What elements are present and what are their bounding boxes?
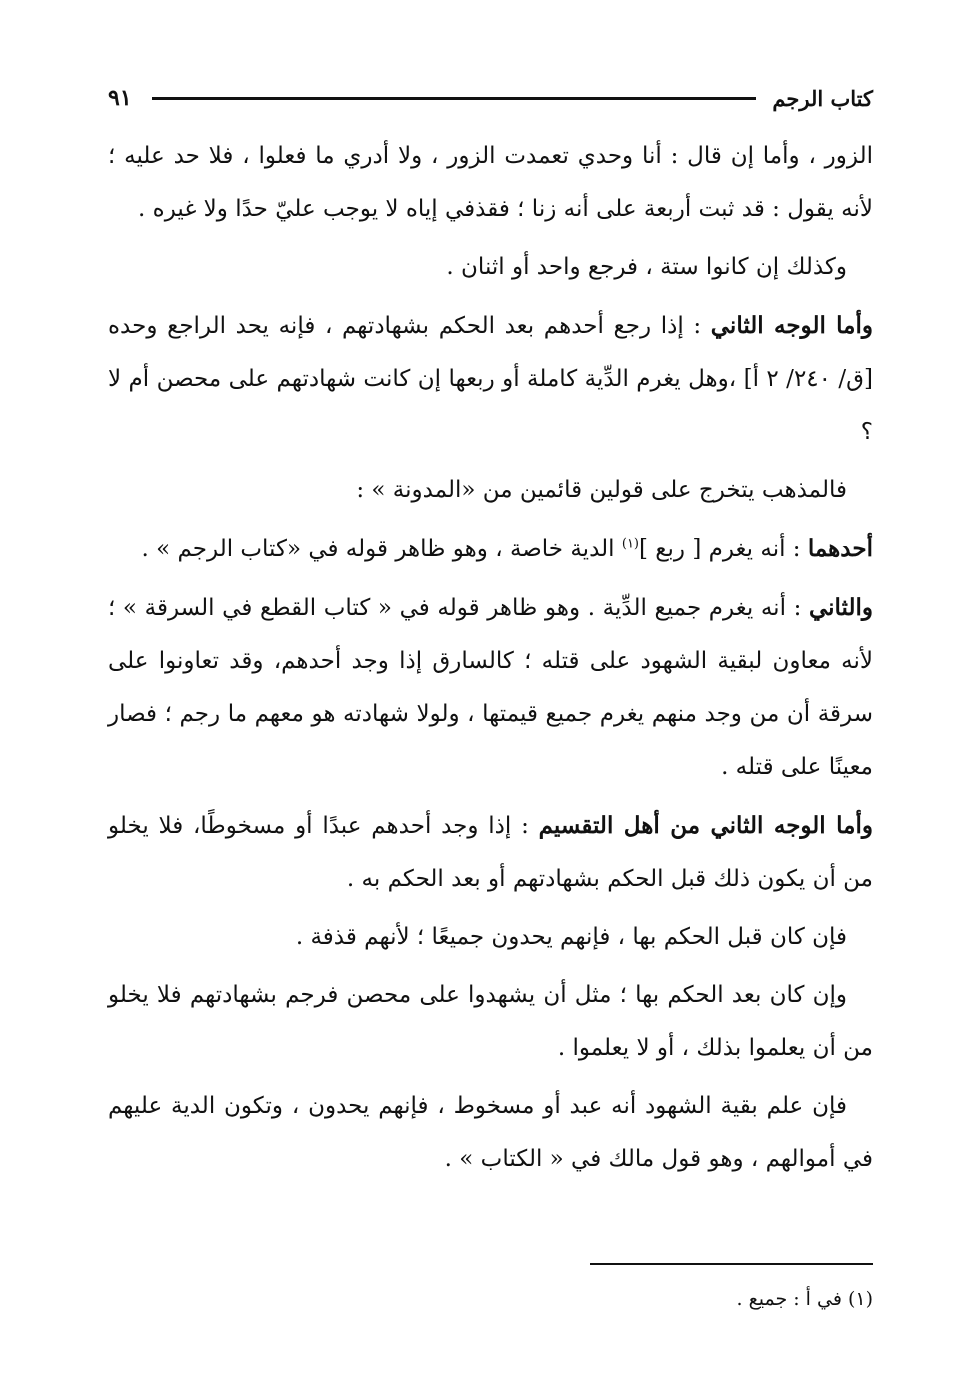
body-text xyxy=(108,130,873,1191)
paragraph xyxy=(108,241,873,294)
paragraph xyxy=(108,799,873,906)
header-rule xyxy=(152,97,757,100)
paragraph-text: : إذا رجع أحدهم بعد الحكم بشهادتهم ، فإنه يحد الراجع وحده [ق/ ٢٤٠/ ٢ أ] ،وهل يغرم الدِّية كاملة أو ربعها إن كانت شهادتهم على محصن أم لا ؟ xyxy=(108,313,873,445)
page-number: ٩١ xyxy=(108,85,132,111)
paragraph-text: فالمذهب يتخرج على قولين قائمين من «المدونة » : xyxy=(356,477,847,503)
paragraph-text: : أنه يغرم [ ربع ] xyxy=(639,536,808,562)
paragraph xyxy=(108,581,873,794)
paragraph-text: الزور ، وأما إن قال : أنا وحدي تعمدت الزور ، ولا أدري ما فعلوا ، فلا حد عليه ؛ لأنه يقول : قد ثبت أربعة على أنه زنا ؛ فقذفي إياه لا يوجب عليّ حدًا ولا غيره . xyxy=(108,143,873,222)
paragraph-text: فإن كان قبل الحكم بها ، فإنهم يحدون جميعًا ؛ لأنهم قذفة . xyxy=(295,924,847,950)
page-header xyxy=(108,78,873,118)
paragraph xyxy=(108,464,873,517)
paragraph-lead: والثاني xyxy=(808,594,873,621)
paragraph-text: : إذا وجد أحدهم عبدًا أو مسخوطًا، فلا يخلو من أن يكون ذلك قبل الحكم بشهادتهم أو بعد الحكم به . xyxy=(108,813,873,892)
footnote-reference: (١) xyxy=(621,536,639,552)
paragraph-lead: وأما الوجه الثاني من أهل التقسيم xyxy=(538,812,873,839)
paragraph-lead: أحدهما xyxy=(807,535,873,562)
running-title: كتاب الرجم xyxy=(772,85,873,111)
paragraph-text: فإن علم بقية الشهود أنه عبد أو مسخوط ، فإنهم يحدون ، وتكون الدية عليهم في أموالهم ، وهو قول مالك في « الكتاب » . xyxy=(108,1093,873,1172)
paragraph-lead: وأما الوجه الثاني xyxy=(710,312,873,339)
paragraph-text: وإن كان بعد الحكم بها ؛ مثل أن يشهدوا على محصن فرجم بشهادتهم فلا يخلو من أن يعلموا بذلك ، أو لا يعلموا . xyxy=(108,982,873,1061)
paragraph xyxy=(108,1080,873,1186)
paragraph xyxy=(108,130,873,236)
paragraph xyxy=(108,969,873,1075)
paragraph xyxy=(108,299,873,459)
footnote: (١) في أ : جميع . xyxy=(736,1288,873,1310)
footnote-separator xyxy=(590,1263,873,1265)
paragraph xyxy=(108,522,873,576)
paragraph-text: وكذلك إن كانوا ستة ، فرجع واحد أو اثنان . xyxy=(446,254,847,280)
paragraph xyxy=(108,911,873,964)
paragraph-text: : أنه يغرم جميع الدِّية . وهو ظاهر قوله في « كتاب القطع في السرقة » ؛ لأنه معاون لبقية الشهود على قتله ؛ كالسارق إذا وجد أحدهم، وقد تعاونوا على سرقة أن من وجد منهم يغرم جميع قيمتها ، ولولا شهادته هو معهم ما رجم ؛ فصار معينًا على قتله . xyxy=(108,595,873,780)
paragraph-text-continued: الدية خاصة ، وهو ظاهر قوله في «كتاب الرجم » . xyxy=(141,536,622,562)
